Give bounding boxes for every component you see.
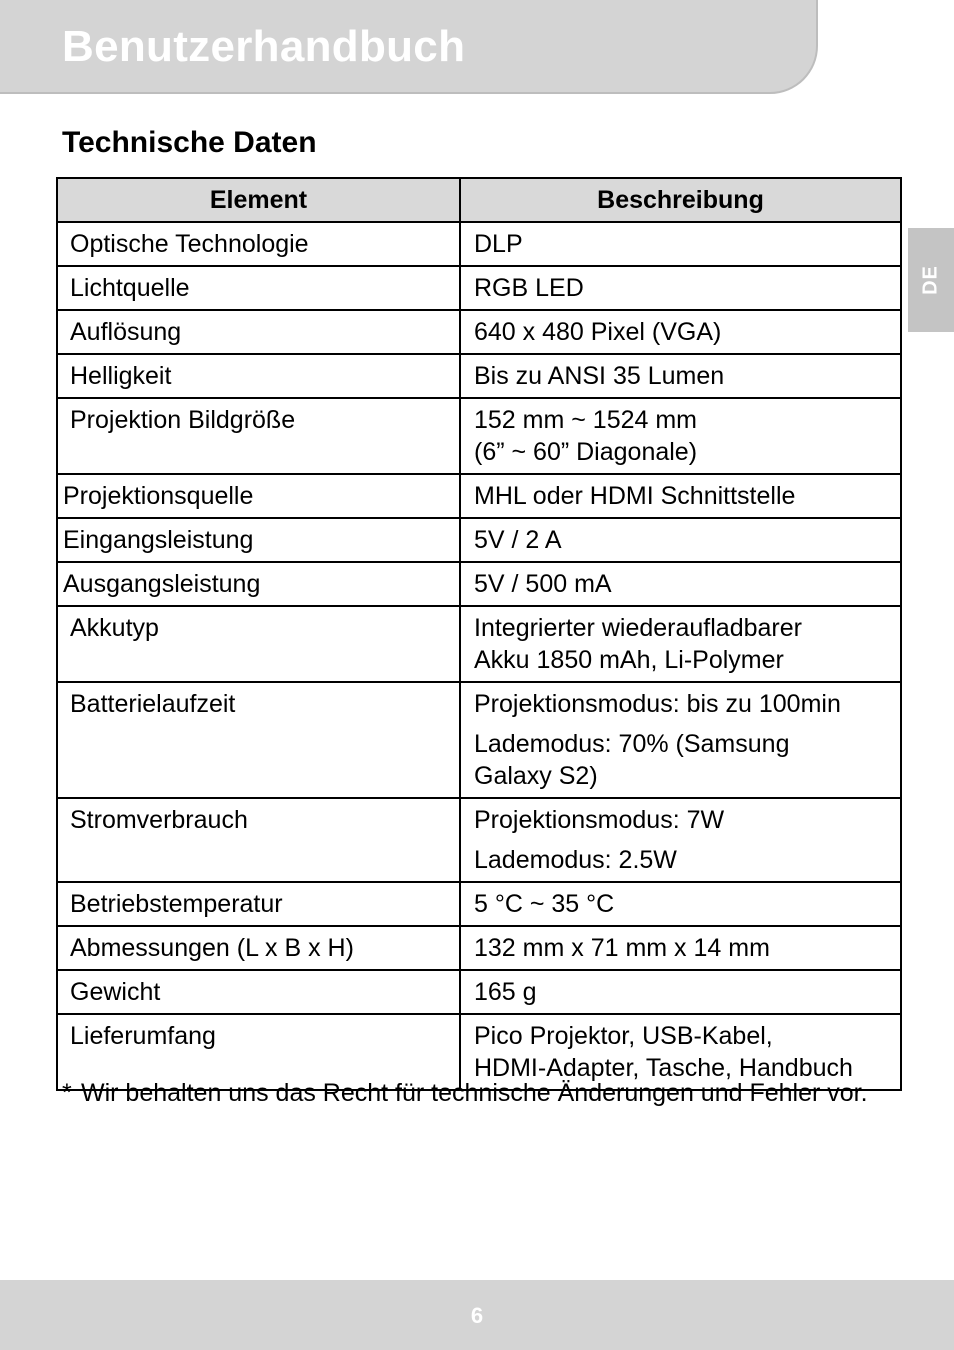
row-description (460, 562, 901, 606)
row-element: Helligkeit (57, 354, 460, 398)
description-line: Bis zu ANSI 35 Lumen (474, 362, 725, 390)
spec-table (56, 177, 902, 1091)
table-row (57, 970, 901, 1014)
description-line: DLP (474, 230, 523, 258)
description-line: 640 x 480 Pixel (VGA) (474, 318, 722, 346)
table-header-row (57, 178, 901, 222)
table-row (57, 474, 901, 518)
row-element: Projektion Bildgröße (57, 398, 460, 474)
row-description (460, 606, 901, 682)
row-element: Gewicht (57, 970, 460, 1014)
row-element: Batterielaufzeit (57, 682, 460, 798)
language-tab (908, 228, 954, 332)
description-line: Integrierter wiederaufladbarer (474, 614, 802, 642)
row-description (460, 354, 901, 398)
description-line: Galaxy S2) (474, 762, 598, 790)
row-element: Lichtquelle (57, 266, 460, 310)
description-line: Pico Projektor, USB-Kabel, (474, 1022, 773, 1050)
row-element: Akkutyp (57, 606, 460, 682)
description-line: (6” ~ 60” Diagonale) (474, 438, 698, 466)
page-header-title: Benutzerhandbuch (62, 22, 466, 71)
row-description (460, 926, 901, 970)
description-line: Lademodus: 2.5W (474, 846, 677, 874)
section-title: Technische Daten (62, 126, 317, 159)
description-line: Akku 1850 mAh, Li-Polymer (474, 646, 784, 674)
footnote-marker: * (62, 1079, 72, 1107)
footer-bar (0, 1280, 954, 1350)
description-line: Projektionsmodus: 7W (474, 806, 725, 834)
row-element: Lieferumfang (57, 1014, 460, 1090)
row-element: Abmessungen (L x B x H) (57, 926, 460, 970)
row-description (460, 398, 901, 474)
description-line: 132 mm x 71 mm x 14 mm (474, 934, 770, 962)
row-description (460, 970, 901, 1014)
description-line: Projektionsmodus: bis zu 100min (474, 690, 841, 718)
table-row (57, 562, 901, 606)
table-row (57, 354, 901, 398)
row-element: Optische Technologie (57, 222, 460, 266)
description-line: 152 mm ~ 1524 mm (474, 406, 698, 434)
table-row (57, 606, 901, 682)
row-element: Stromverbrauch (57, 798, 460, 882)
table-row (57, 518, 901, 562)
row-description (460, 474, 901, 518)
table-row (57, 310, 901, 354)
row-element: Eingangsleistung (57, 518, 460, 562)
row-element: Auflösung (57, 310, 460, 354)
table-row (57, 926, 901, 970)
footnote-text: Wir behalten uns das Recht für technische Änderungen und Fehler vor. (81, 1079, 868, 1107)
row-element: Projektionsquelle (57, 474, 460, 518)
column-header-element: Element (57, 178, 460, 222)
row-element: Ausgangsleistung (57, 562, 460, 606)
table-row (57, 798, 901, 882)
language-tab-label: DE (919, 265, 942, 295)
table-row (57, 222, 901, 266)
column-header-description: Beschreibung (460, 178, 901, 222)
table-row (57, 682, 901, 798)
row-description (460, 682, 901, 798)
description-line: 5V / 500 mA (474, 570, 612, 598)
description-line: MHL oder HDMI Schnittstelle (474, 482, 796, 510)
table-row (57, 398, 901, 474)
row-description (460, 518, 901, 562)
row-description (460, 798, 901, 882)
row-description (460, 266, 901, 310)
row-description (460, 222, 901, 266)
row-element: Betriebstemperatur (57, 882, 460, 926)
row-description (460, 882, 901, 926)
footnote (62, 1077, 902, 1109)
description-line: 165 g (474, 978, 537, 1006)
description-line: RGB LED (474, 274, 584, 302)
description-line: 5V / 2 A (474, 526, 562, 554)
table-row (57, 266, 901, 310)
table-row (57, 882, 901, 926)
description-line: HDMI-Adapter, Tasche, Handbuch (474, 1054, 853, 1082)
description-line: 5 °C ~ 35 °C (474, 890, 615, 918)
row-description (460, 310, 901, 354)
description-line: Lademodus: 70% (Samsung (474, 730, 790, 758)
header-banner (0, 0, 818, 94)
page-number: 6 (470, 1303, 484, 1328)
